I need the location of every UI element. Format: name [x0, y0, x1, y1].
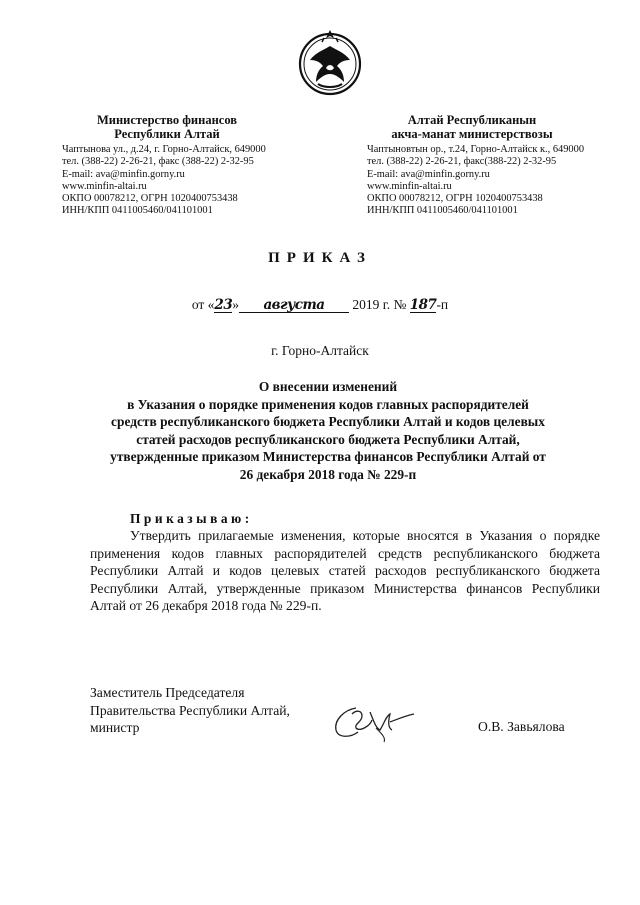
date-prefix: от «: [191, 297, 215, 312]
org-name-line2: Республики Алтай: [114, 127, 220, 141]
subject-line: 26 декабря 2018 года № 229-п: [239, 466, 417, 482]
signer-name: О.В. Завьялова: [478, 719, 565, 734]
address: Чаптыновтын ор., т.24, Горно-Алтайск к., 649000: [367, 144, 585, 155]
contact-block-alt: [367, 144, 617, 218]
subject-line: средств республиканского бюджета Республики Алтай и кодов целевых: [111, 414, 545, 430]
email: E-mail: ava@minfin.gorny.ru: [62, 168, 185, 180]
city: г. Горно-Алтайск: [271, 343, 369, 358]
address: Чаптынова ул., д.24, г. Горно-Алтайск, 649000: [62, 144, 266, 155]
order-subject: [70, 378, 586, 484]
website: www.minfin-altai.ru: [367, 180, 452, 192]
subject-line: в Указания о порядке применения кодов главных распорядителей: [127, 396, 529, 412]
position-line: министр: [90, 720, 140, 736]
email: E-mail: ava@minfin.gorny.ru: [367, 168, 490, 180]
order-verb: Приказываю:: [130, 511, 253, 526]
subject-line: О внесении изменений: [258, 379, 398, 394]
order-day: 23: [214, 297, 233, 313]
header-left: [62, 113, 312, 218]
org-name-line1: Алтай Республиканын: [407, 113, 537, 127]
okpo: ОКПО 00078212, ОГРН 1020400753438: [62, 193, 238, 205]
month-separator: »: [232, 297, 239, 312]
inn: ИНН/КПП 0411005460/041101001: [367, 205, 518, 217]
org-name-alt: [367, 113, 577, 141]
website: www.minfin-altai.ru: [62, 180, 147, 192]
order-number: 187: [409, 297, 437, 313]
order-year: 2019 г. №: [352, 297, 407, 312]
header-right: [367, 113, 617, 218]
org-name-line2: акча-манат министерствозы: [391, 127, 553, 141]
inn: ИНН/КПП 0411005460/041101001: [62, 205, 213, 217]
signatory-position: [90, 684, 350, 737]
altai-republic-emblem-icon: [296, 24, 364, 100]
contact-block-ru: [62, 144, 312, 218]
position-line: Правительства Республики Алтай,: [90, 702, 290, 718]
document-title: ПРИКАЗ: [268, 250, 372, 266]
order-body: Утвердить прилагаемые изменения, которые вносятся в Указания о порядке применения кодов главных распорядителей средств республиканского бюджета Республики Алтай и кодов целевых статей расходов республиканского бюджета Республики Алтай, утвержденные приказом Министерства финансов Республики Алтай от 26 декабря 2018 года № 229-п.: [90, 528, 600, 614]
order-date-number: [0, 297, 640, 313]
subject-line: статей расходов республиканского бюджета Республики Алтай,: [136, 431, 520, 447]
handwritten-signature-icon: [326, 700, 421, 744]
phone: тел. (388-22) 2-26-21, факс(388-22) 2-32-95: [367, 156, 557, 168]
position-line: Заместитель Председателя: [90, 685, 245, 700]
subject-line: утвержденные приказом Министерства финансов Республики Алтай от: [110, 449, 546, 465]
phone: тел. (388-22) 2-26-21, факс (388-22) 2-32-95: [62, 156, 254, 168]
order-number-suffix: -п: [436, 297, 449, 312]
order-month: августа: [239, 298, 349, 313]
org-name-ru: [62, 113, 272, 141]
okpo: ОКПО 00078212, ОГРН 1020400753438: [367, 193, 543, 205]
org-name-line1: Министерство финансов: [96, 113, 238, 127]
